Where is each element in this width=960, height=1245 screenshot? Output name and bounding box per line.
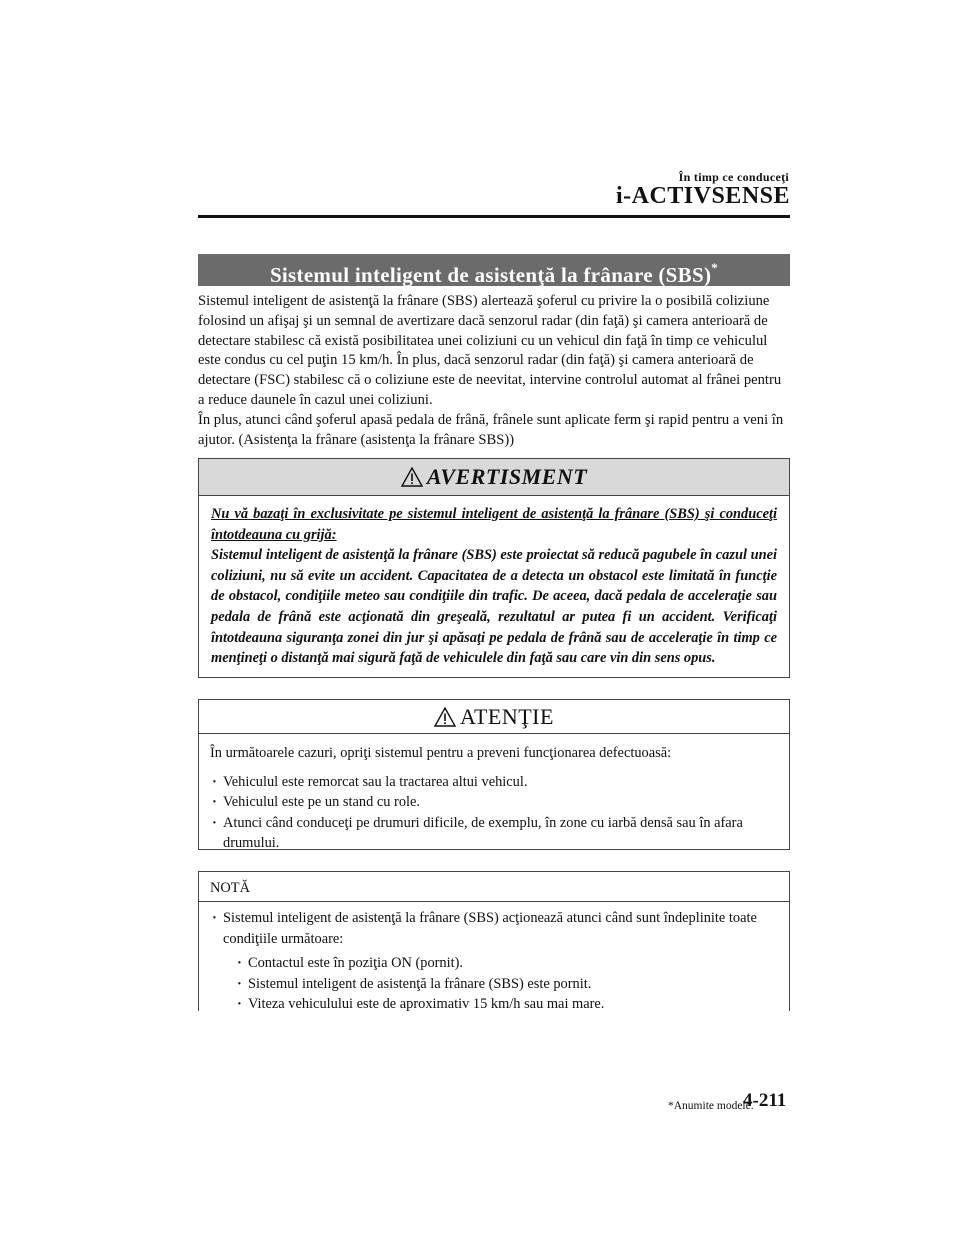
note-sublist	[223, 953, 777, 1015]
page-number: 4-211	[743, 1090, 787, 1111]
caution-lead: În următoarele cazuri, opriţi sistemul pentru a preveni funcţionarea defectuoasă:	[210, 745, 672, 761]
section-title-marker: *	[711, 260, 719, 275]
note-subitem: · Contactul este în poziţia ON (pornit).	[235, 953, 777, 974]
footer-footnote: *Anumite modele.	[668, 1100, 754, 1112]
note-title: NOTĂ	[199, 872, 789, 902]
note-subitem: · Viteza vehiculului este de aproximativ 15 km/h sau mai mare.	[235, 994, 777, 1015]
header-rule	[198, 215, 790, 218]
note-subitem: · Sistemul inteligent de asistenţă la frânare (SBS) este pornit.	[235, 974, 777, 995]
caution-item: · Vehiculul este pe un stand cu role.	[210, 792, 777, 813]
intro-text	[198, 292, 790, 450]
caution-list	[210, 772, 777, 854]
warning-triangle-icon	[401, 467, 423, 487]
caution-triangle-icon	[434, 707, 456, 727]
section-title: Sistemul inteligent de asistenţă la frânare (SBS)	[269, 263, 712, 287]
warning-lead: Nu vă bazaţi în exclusivitate pe sistemul inteligent de asistenţă la frânare (SBS) şi conduceţi întotdeauna cu grijă:	[211, 506, 777, 543]
note-item	[210, 908, 777, 1015]
intro-paragraph-2: În plus, atunci când şoferul apasă pedala de frână, frânele sunt aplicate ferm şi rapid pentru a veni în ajutor. (Asistenţa la frânare (asistenţa la frânare SBS))	[198, 411, 784, 448]
caution-box	[198, 699, 790, 850]
note-body	[199, 902, 789, 1015]
note-box	[198, 871, 790, 1011]
caution-item: · Atunci când conduceţi pe drumuri dificile, de exemplu, în zone cu iarbă densă sau în afara drumului.	[210, 813, 777, 854]
caution-title: ATENŢIE	[460, 703, 554, 729]
caution-item: · Vehiculul este remorcat sau la tractarea altui vehicul.	[210, 772, 777, 793]
warning-text: Sistemul inteligent de asistenţă la frânare (SBS) este proiectat să reducă pagubele în cazul unei coliziuni, nu să evite un accident. Capacitatea de a detecta un obstacol este limitată în funcţie de obstacol, condiţiile meteo sau condiţiile din trafic. De aceea, dacă pedala de acceleraţie sau pedala de frână este acţionată din greşeală, rezultatul ar putea fi un accident. Verificaţi întotdeauna siguranţa zonei din jur şi apăsaţi pe pedala de frână sau de acceleraţie în timp ce menţineţi o distanţă mai sigură faţă de vehiculele din faţă sau care vin din sens opus.	[211, 547, 777, 667]
intro-paragraph-1: Sistemul inteligent de asistenţă la frânare (SBS) alertează şoferul cu privire la o posibilă coliziune folosind un afişaj şi un semnal de avertizare dacă senzorul radar (din faţă) şi camera anterioară de detectare stabilesc că există posibilitatea unei coliziuni cu un vehicul din faţă în timp ce vehiculul este condus cu cel puţin 15 km/h. În plus, dacă senzorul radar (din faţă) şi camera anterioară de detectare (FSC) stabilesc că o coliziune este de neevitat, intervine controlul automat al frânei pentru a reduce daunele în cazul unei coliziuni.	[198, 293, 782, 408]
warning-header	[199, 459, 789, 496]
note-list	[210, 908, 777, 1015]
section-title-bar	[198, 254, 790, 286]
note-item-text: Sistemul inteligent de asistenţă la frânare (SBS) acţionează atunci când sunt îndeplinite toate condiţiile următoare:	[223, 910, 757, 947]
warning-title: AVERTISMENT	[426, 464, 588, 489]
section-header: i-ACTIVSENSE	[615, 183, 790, 209]
caution-header	[199, 700, 789, 734]
warning-body	[199, 496, 789, 669]
warning-box	[198, 458, 790, 678]
chapter-header: În timp ce conduceţi	[678, 170, 789, 184]
caution-body	[199, 734, 789, 854]
